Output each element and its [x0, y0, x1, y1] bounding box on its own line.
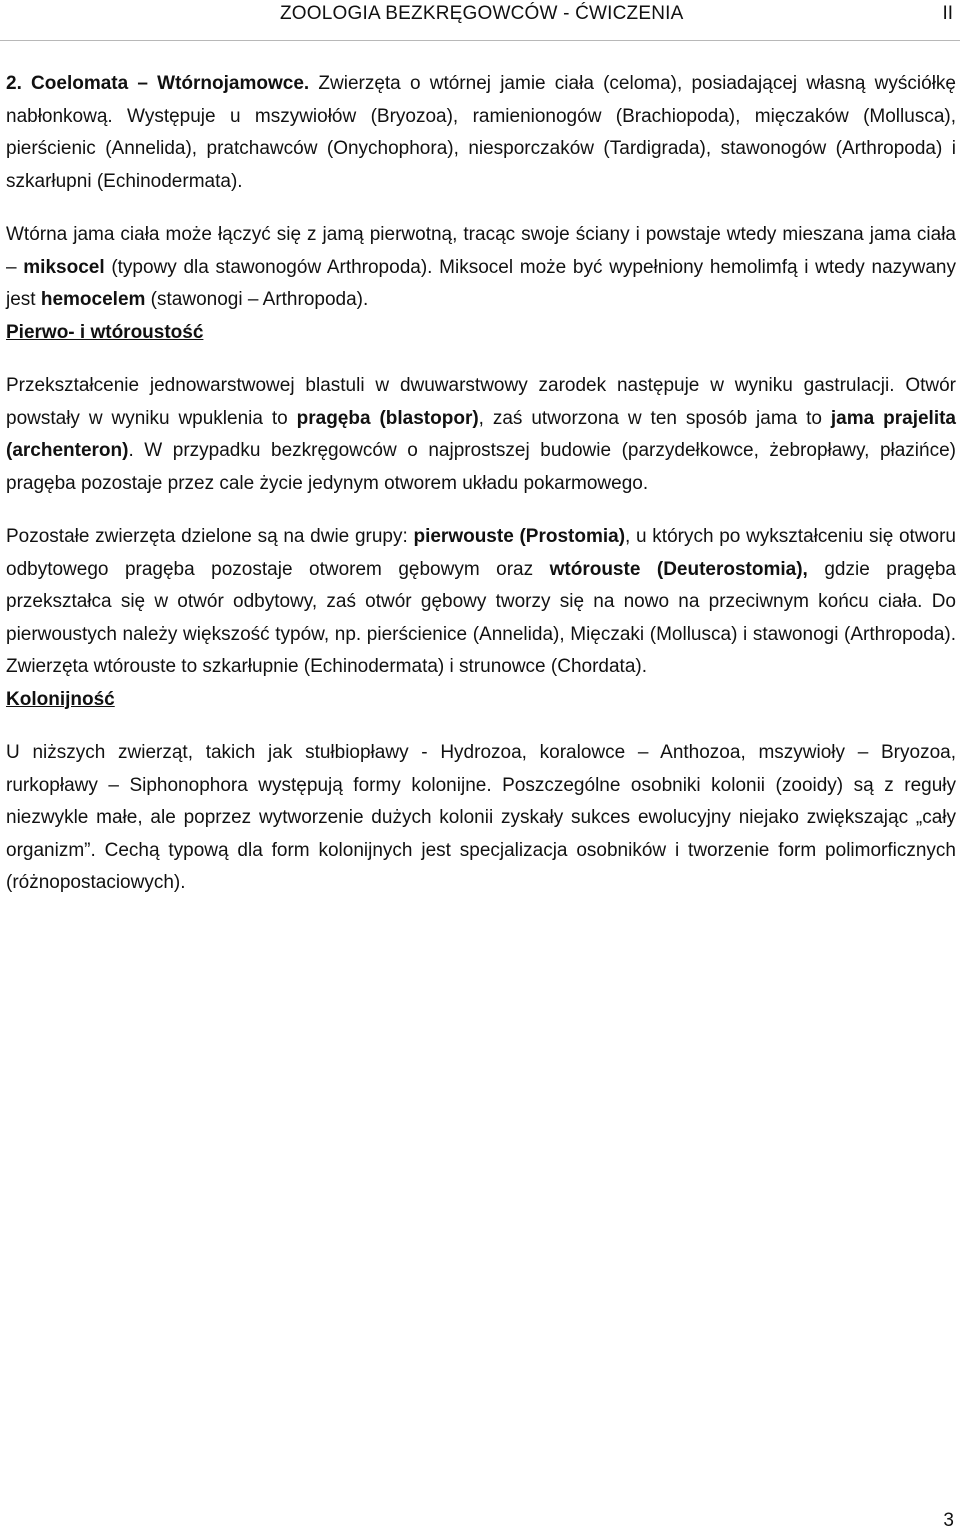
mixocoel-text-e: (stawonogi – Arthropoda). [145, 289, 369, 310]
term-prostomia: pierwouste (Prostomia) [413, 526, 626, 547]
coelomata-paragraph [6, 68, 956, 198]
protostomia-text-c: , u których po wykształceniu się otworu odbytowego pragęba pozostaje otworem gębowym oraz [6, 526, 956, 580]
page-number: 3 [943, 1510, 954, 1531]
coelomata-text: Zwierzęta o wtórnej jamie ciała (celoma), posiadającej własną wyściółkę nabłonkową. Występuje u mszywiołów (Bryozoa), ramienionogów (Brachiopoda), mięczaków (Mollusca), pierścienic (Annelida), pratchawców (Onychophora), niesporczaków (Tardigrada), stawonogów (Arthropoda) i szkarłupni (Echinodermata). [6, 73, 956, 192]
coelomata-heading: 2. Coelomata – Wtórnojamowce. [6, 73, 310, 94]
term-miksocel: miksocel [23, 256, 105, 278]
gastrulation-text-c: , zaś utworzona w ten sposób jama to [478, 407, 831, 429]
gastrulation-text-a: Przekształcenie jednowarstwowej blastuli w dwuwarstwowy zarodek następuje w wyniku gastrulacji. Otwór powstały w wyniku wpuklenia to [6, 375, 956, 429]
mixocoel-paragraph [6, 219, 956, 317]
header-title: ZOOLOGIA BEZKRĘGOWCÓW - ĆWICZENIA [280, 3, 684, 24]
protostomia-paragraph [6, 521, 956, 684]
gastrulation-paragraph [6, 370, 956, 500]
term-archenteron: jama prajelita (archenteron) [6, 407, 956, 461]
term-blastopor: pragęba (blastopor) [296, 407, 479, 429]
document-body [6, 68, 956, 900]
protostomia-text-a: Pozostałe zwierzęta dzielone są na dwie grupy: [6, 526, 414, 547]
mixocoel-text-a: Wtórna jama ciała może łączyć się z jamą pierwotną, tracąc swoje ściany i powstaje wtedy mieszana jama ciała – [6, 224, 956, 278]
gastrulation-text-e: . W przypadku bezkręgowców o najprostszej budowie (parzydełkowce, żebropławy, płazińce) pragęba pozostaje przez cale życie jedynym otworem układu pokarmowego. [6, 440, 956, 494]
mixocoel-text-c: (typowy dla stawonogów Arthropoda). Miksocel może być wypełniony hemolimfą i wtedy nazywany jest [6, 256, 956, 310]
page-header [0, 0, 960, 41]
section-title-pierwo: Pierwo- i wtóroustość [6, 321, 204, 343]
header-part-number: II [942, 3, 953, 24]
colonies-paragraph: U niższych zwierząt, takich jak stułbiopławy - Hydrozoa, koralowce – Anthozoa, mszywioły – Bryozoa, rurkopławy – Siphonophora występują formy kolonijne. Poszczególne osobniki kolonii (zooidy) są z reguły niezwykle małe, ale poprzez wytworzenie dużych kolonii zyskały sukces ewolucyjny niejako zwiększając „cały organizm”. Cechą typową dla form kolonijnych jest specjalizacja osobników i tworzenie form polimorficznych (różnopostaciowych). [6, 742, 956, 893]
protostomia-text-e: gdzie pragęba przekształca się w otwór odbytowy, zaś otwór gębowy tworzy się na nowo na przeciwnym końcu ciała. Do pierwoustych należy większość typów, np. pierścienice (Annelida), Mięczaki (Mollusca) i stawonogi (Arthropoda). Zwierzęta wtórouste to szkarłupnie (Echinodermata) i strunowce (Chordata). [6, 558, 956, 677]
section-title-kolonijnosc: Kolonijność [6, 688, 115, 710]
term-hemocel: hemocelem [40, 289, 146, 310]
term-deuterostomia: wtórouste (Deuterostomia), [549, 558, 808, 580]
